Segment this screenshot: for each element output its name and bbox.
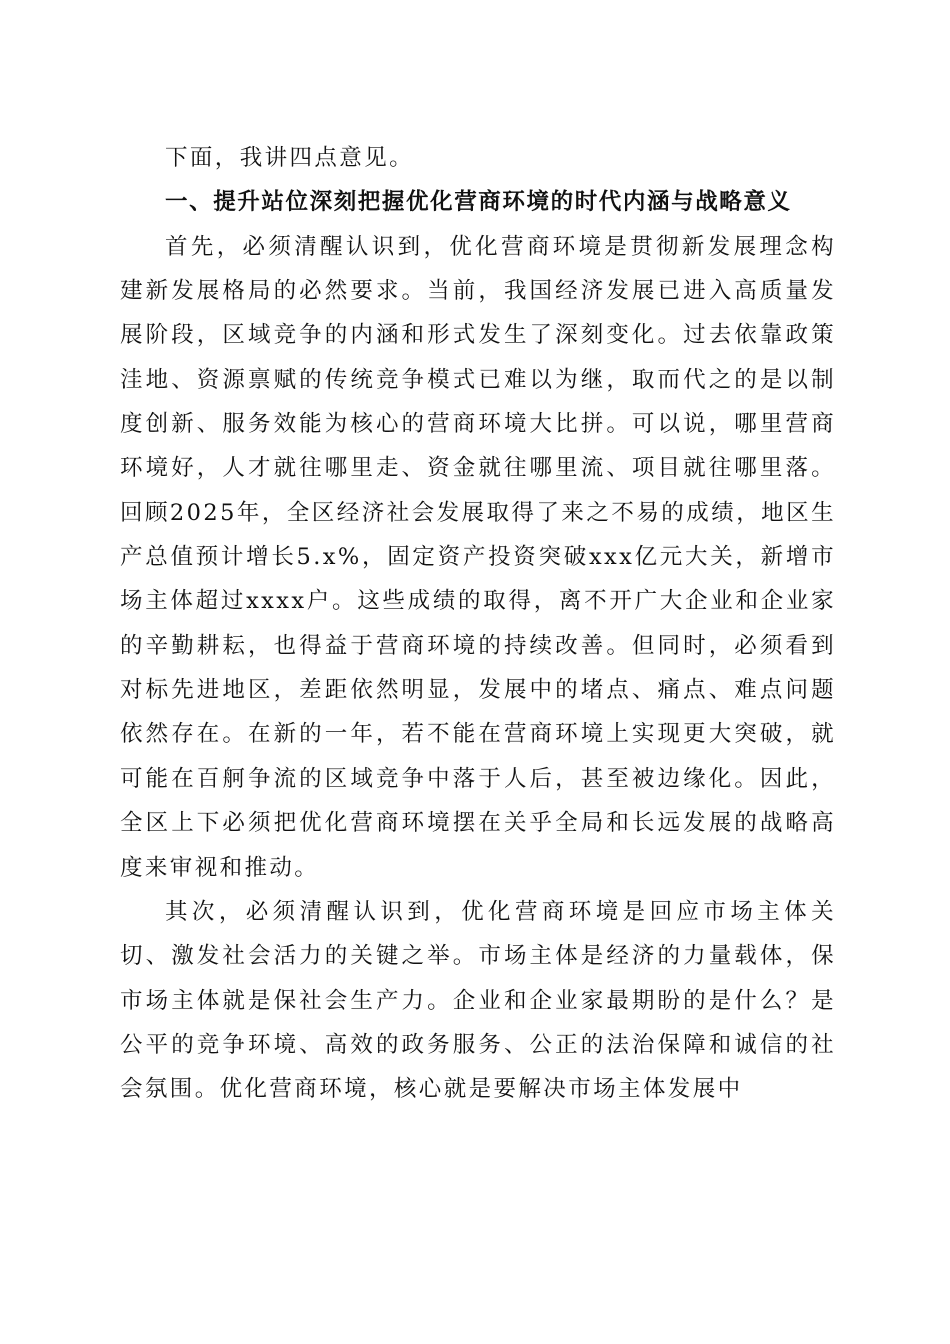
document-page [120, 136, 836, 1112]
body-paragraph-first: 首先，必须清醒认识到，优化营商环境是贯彻新发展理念构建新发展格局的必然要求。当前，我国经济发展已进入高质量发展阶段，区域竞争的内涵和形式发生了深刻变化。过去依靠政策洼地、资源禀赋的传统竞争模式已难以为继，取而代之的是以制度创新、服务效能为核心的营商环境大比拼。可以说，哪里营商环境好，人才就往哪里走、资金就往哪里流、项目就往哪里落。回顾2025年，全区经济社会发展取得了来之不易的成绩，地区生产总值预计增长5.x%，固定资产投资突破xxx亿元大关，新增市场主体超过xxxx户。这些成绩的取得，离不开广大企业和企业家的辛勤耕耘，也得益于营商环境的持续改善。但同时，必须看到对标先进地区，差距依然明显，发展中的堵点、痛点、难点问题依然存在。在新的一年，若不能在营商环境上实现更大突破，就可能在百舸争流的区域竞争中落于人后，甚至被边缘化。因此，全区上下必须把优化营商环境摆在关乎全局和长远发展的战略高度来审视和推动。 [120, 233, 836, 881]
section-heading: 一、提升站位深刻把握优化营商环境的时代内涵与战略意义 [165, 189, 792, 216]
intro-paragraph: 下面，我讲四点意见。 [165, 145, 415, 171]
body-paragraph-second: 其次，必须清醒认识到，优化营商环境是回应市场主体关切、激发社会活力的关键之举。市场主体是经济的力量载体，保市场主体就是保社会生产力。企业和企业家最期盼的是什么？是公平的竞争环境、高效的政务服务、公正的法治保障和诚信的社会氛围。优化营商环境，核心就是要解决市场主体发展中 [120, 898, 836, 1103]
